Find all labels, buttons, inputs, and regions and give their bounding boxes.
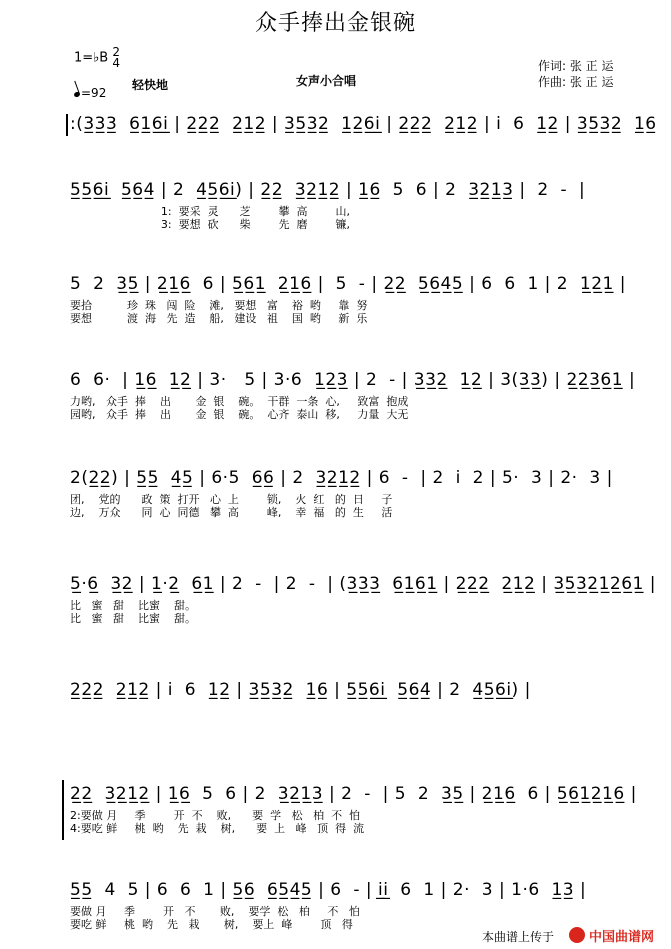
notation-line: 6 6· | 1̲6̲ 1̲2̲ | 3· 5 | 3·6 1̲2̲3̲ | 2 - | 3̲3̲2̲ 1̲2̲ | 3(3̲3̲) | 2̲2̲3̲6̲1̲ | <box>70 370 636 390</box>
key-signature <box>74 47 120 69</box>
notation-line: 2̲2̲2̲ 2̲1̲2̲ | i 6 1̲2̲ | 3̲5̲3̲2̲ 1̲6̲ | 5̲5̲6̲i̲ 5̲6̲4̲ | 2 4̲5̲6̲i̲) | <box>70 680 531 700</box>
lyrics-verse-2: 要吃 鲜 桃 哟 先 栽 树, 要上 峰 顶 得 <box>70 918 353 931</box>
choir-label: 女声小合唱 <box>296 74 357 88</box>
repeat-barline <box>66 114 68 136</box>
notation-line: 2̲2̲ 3̲2̲1̲2̲ | 1̲6̲ 5 6 | 2 3̲2̲1̲3̲ | 2 - | 5 2 3̲5̲ | 2̲1̲6̲ 6 | 5̲6̲1̲2̲1̲6̲ | <box>70 784 637 804</box>
lyricist: 作词: 张 正 运 <box>538 59 614 73</box>
time-top: 2 <box>112 45 121 59</box>
credits <box>538 58 614 90</box>
lyrics-verse-1: 力哟, 众手 捧 出 金 银 碗。 干群 一条 心, 致富 抱成 <box>70 395 409 408</box>
notation-line: 5̲5̲6̲i̲ 5̲6̲4̲ | 2 4̲5̲6̲i̲) | 2̲2̲ 3̲2̲1̲2̲ | 1̲6̲ 5 6 | 2 3̲2̲1̲3̲ | 2 - | <box>70 180 586 200</box>
logo-badge-icon <box>569 927 585 943</box>
quarter-note-icon <box>73 91 80 98</box>
key-label: 1= <box>74 50 94 66</box>
tempo-marking <box>74 86 106 101</box>
lyrics-verse-2: 比 蜜 甜 比蜜 甜。 <box>70 612 196 625</box>
lyrics-verse-1: 比 蜜 甜 比蜜 甜。 <box>70 599 196 612</box>
notation-line: :(3̲3̲3̲ 6̲1̲6̲i̲ | 2̲2̲2̲ 2̲1̲2̲ | 3̲5̲3̲2̲ 1̲2̲6̲i̲ | 2̲2̲2̲ 2̲1̲2̲ | i 6 1̲2̲ | 3̲5̲3̲2̲ 1̲6̲ <box>70 114 657 134</box>
notation-line: 5̲5̲ 4 5 | 6 6 1 | 5̲6̲ 6̲5̲4̲5̲ | 6 - | i̲i̲ 6 1 | 2· 3 | 1·6 1̲3̲ | <box>70 880 587 900</box>
tempo-value: =92 <box>81 86 107 100</box>
lyrics-verse-2: 园哟, 众手 捧 出 金 银 碗。 心齐 泰山 移, 力量 大无 <box>70 408 409 421</box>
style-marking: 轻快地 <box>132 78 169 92</box>
lyrics-verse-2: 边, 万众 同 心 同德 攀 高 峰, 幸 福 的 生 活 <box>70 506 393 519</box>
lyrics-verse-2: 4:要吃 鲜 桃 哟 先 栽 树, 要 上 峰 顶 得 流 <box>70 822 365 835</box>
song-title: 众手捧出金银碗 <box>254 11 416 36</box>
notation-line: 5 2 3̲5̲ | 2̲1̲6̲ 6 | 5̲6̲1̲ 2̲1̲6̲ | 5 - | 2̲2̲ 5̲6̲4̲5̲ | 6 6 1 | 2 1̲2̲1̲ | <box>70 274 626 294</box>
notation-line: 5̲·6̲ 3̲2̲ | 1̲·2̲ 6̲1̲ | 2 - | 2 - | (3̲3̲3̲ 6̲1̲6̲1̲ | 2̲2̲2̲ 2̲1̲2̲ | 3̲5̲3̲2̲1̲2̲6̲1̲ | <box>70 574 656 594</box>
lyrics-verse-1: 要做 月 季 开 不 败, 要学 松 柏 不 怕 <box>70 905 360 918</box>
logo-text: 中国曲谱网 <box>589 929 655 945</box>
system-brace <box>62 780 68 840</box>
lyrics-verse-1: 要拾 珍 珠 闯 险 滩, 要想 富 裕 哟 靠 努 <box>70 299 368 312</box>
lyrics-verse-1: 2:要做 月 季 开 不 败, 要 学 松 柏 不 怕 <box>70 809 361 822</box>
composer: 作曲: 张 正 运 <box>538 75 614 89</box>
key-flat: ♭B <box>93 50 109 66</box>
time-bottom: 4 <box>112 56 121 70</box>
lyrics-verse-1: 团, 党的 政 策 打开 心 上 锁, 火 红 的 日 子 <box>70 493 393 506</box>
lyrics-verse-2: 要想 渡 海 先 造 船, 建设 祖 国 哟 新 乐 <box>70 312 368 325</box>
lyrics-verse-2: 3: 要想 砍 柴 先 磨 镰, <box>70 218 351 231</box>
site-logo[interactable] <box>569 925 665 945</box>
upload-note: 本曲谱上传于 <box>482 930 555 944</box>
notation-line: 2(2̲2̲) | 5̲5̲ 4̲5̲ | 6·5 6̲6̲ | 2 3̲2̲1̲2̲ | 6 - | 2 i 2 | 5· 3 | 2· 3 | <box>70 468 613 488</box>
lyrics-verse-1: 1: 要采 灵 芝 攀 高 山, <box>70 205 351 218</box>
time-signature <box>112 47 120 69</box>
